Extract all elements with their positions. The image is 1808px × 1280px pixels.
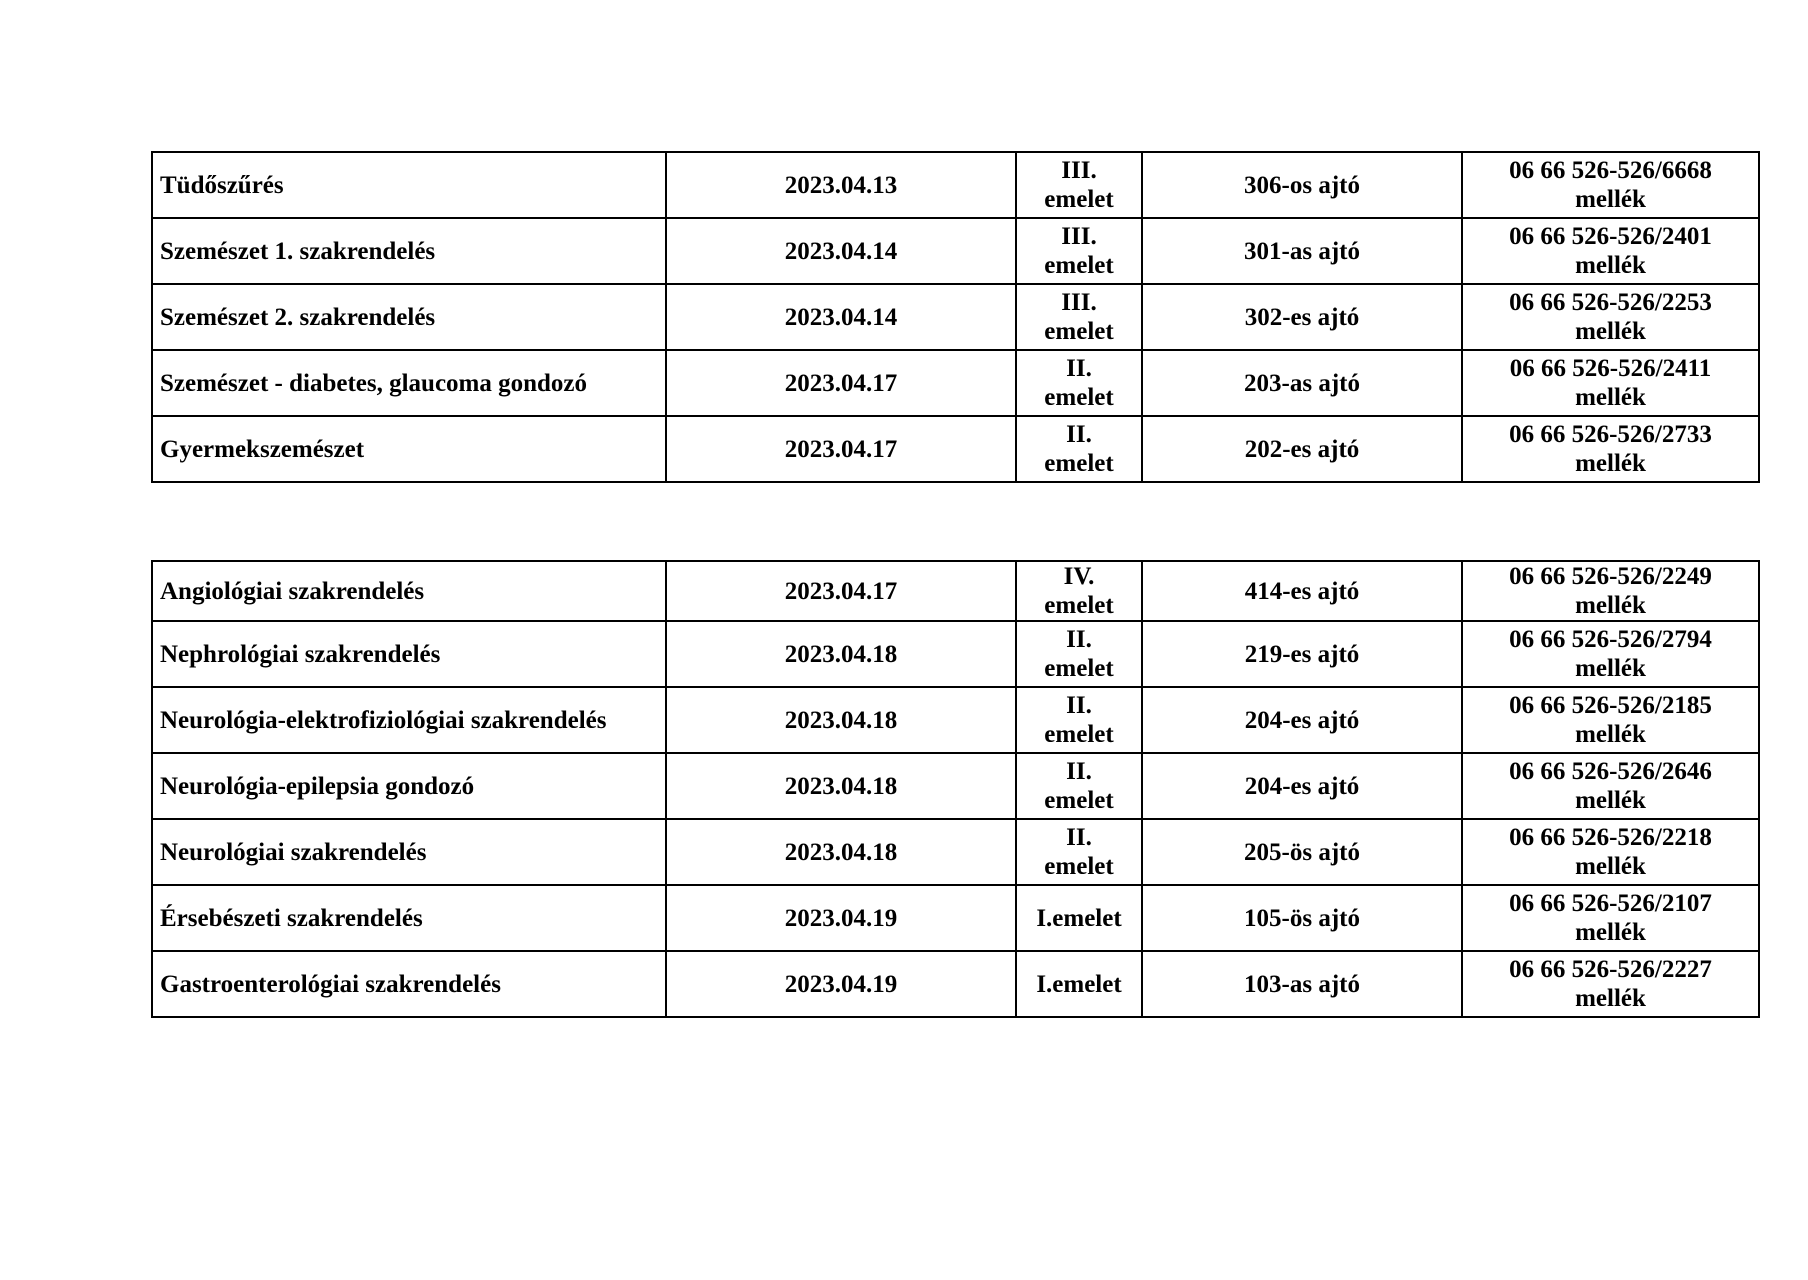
date-cell: 2023.04.17 <box>666 350 1016 416</box>
service-name-cell: Nephrológiai szakrendelés <box>152 621 666 687</box>
room-cell: 204-es ajtó <box>1142 753 1462 819</box>
date-cell: 2023.04.17 <box>666 561 1016 621</box>
floor-cell <box>1016 218 1142 284</box>
phone-number: 06 66 526-526/2646 <box>1509 758 1712 785</box>
room-cell: 205-ös ajtó <box>1142 819 1462 885</box>
table-row <box>152 350 1759 416</box>
floor-text: II. emelet <box>1044 355 1114 411</box>
phone-cell <box>1462 885 1759 951</box>
phone-number: 06 66 526-526/2218 <box>1509 824 1712 851</box>
date-cell: 2023.04.18 <box>666 687 1016 753</box>
phone-extension-label: mellék <box>1575 318 1646 345</box>
service-name-cell: Szemészet 1. szakrendelés <box>152 218 666 284</box>
floor-cell <box>1016 152 1142 218</box>
date-cell: 2023.04.19 <box>666 951 1016 1017</box>
phone-extension-label: mellék <box>1575 787 1646 814</box>
floor-text: IV. emelet <box>1044 563 1114 619</box>
phone-cell <box>1462 152 1759 218</box>
floor-cell <box>1016 951 1142 1017</box>
date-cell: 2023.04.18 <box>666 819 1016 885</box>
service-name-cell: Szemészet 2. szakrendelés <box>152 284 666 350</box>
phone-extension-label: mellék <box>1575 853 1646 880</box>
phone-cell <box>1462 218 1759 284</box>
floor-text: I.emelet <box>1036 970 1122 998</box>
floor-text: III. emelet <box>1044 289 1114 345</box>
floor-cell <box>1016 416 1142 482</box>
table-row <box>152 561 1759 621</box>
schedule-table-1 <box>151 151 1760 483</box>
phone-cell <box>1462 416 1759 482</box>
table-row <box>152 819 1759 885</box>
phone-cell <box>1462 621 1759 687</box>
service-name-cell: Neurológia-epilepsia gondozó <box>152 753 666 819</box>
service-name-cell: Neurológia-elektrofiziológiai szakrendelés <box>152 687 666 753</box>
room-cell: 306-os ajtó <box>1142 152 1462 218</box>
schedule-table-2 <box>151 560 1760 1018</box>
date-cell: 2023.04.18 <box>666 621 1016 687</box>
room-cell: 105-ös ajtó <box>1142 885 1462 951</box>
floor-text: II. emelet <box>1044 421 1114 477</box>
phone-number: 06 66 526-526/2794 <box>1509 626 1712 653</box>
floor-cell <box>1016 753 1142 819</box>
schedule-table-1-body <box>152 152 1759 482</box>
floor-text: II. emelet <box>1044 758 1114 814</box>
phone-number: 06 66 526-526/2733 <box>1509 421 1712 448</box>
date-cell: 2023.04.17 <box>666 416 1016 482</box>
date-cell: 2023.04.14 <box>666 284 1016 350</box>
table-row <box>152 152 1759 218</box>
phone-extension-label: mellék <box>1575 919 1646 946</box>
table-row <box>152 621 1759 687</box>
service-name-cell: Gastroenterológiai szakrendelés <box>152 951 666 1017</box>
date-cell: 2023.04.13 <box>666 152 1016 218</box>
service-name-cell: Szemészet - diabetes, glaucoma gondozó <box>152 350 666 416</box>
phone-extension-label: mellék <box>1575 985 1646 1012</box>
phone-number: 06 66 526-526/2411 <box>1509 355 1712 382</box>
room-cell: 219-es ajtó <box>1142 621 1462 687</box>
phone-cell <box>1462 819 1759 885</box>
phone-number: 06 66 526-526/2401 <box>1509 223 1712 250</box>
floor-text: II. emelet <box>1044 692 1114 748</box>
floor-cell <box>1016 561 1142 621</box>
schedule-table-2-body <box>152 561 1759 1017</box>
room-cell: 204-es ajtó <box>1142 687 1462 753</box>
floor-cell <box>1016 350 1142 416</box>
phone-number: 06 66 526-526/2185 <box>1509 692 1712 719</box>
phone-number: 06 66 526-526/2227 <box>1509 956 1712 983</box>
room-cell: 302-es ajtó <box>1142 284 1462 350</box>
floor-text: III. emelet <box>1044 223 1114 279</box>
table-row <box>152 218 1759 284</box>
service-name-cell: Neurológiai szakrendelés <box>152 819 666 885</box>
floor-text: II. emelet <box>1044 626 1114 682</box>
service-name-cell: Érsebészeti szakrendelés <box>152 885 666 951</box>
floor-cell <box>1016 885 1142 951</box>
phone-cell <box>1462 951 1759 1017</box>
service-name-cell: Gyermekszemészet <box>152 416 666 482</box>
phone-extension-label: mellék <box>1575 721 1646 748</box>
floor-text: II. emelet <box>1044 824 1114 880</box>
service-name-cell: Tüdőszűrés <box>152 152 666 218</box>
phone-extension-label: mellék <box>1575 655 1646 682</box>
phone-cell <box>1462 753 1759 819</box>
room-cell: 202-es ajtó <box>1142 416 1462 482</box>
phone-cell <box>1462 284 1759 350</box>
phone-extension-label: mellék <box>1575 186 1646 213</box>
phone-number: 06 66 526-526/6668 <box>1509 157 1712 184</box>
phone-number: 06 66 526-526/2253 <box>1509 289 1712 316</box>
date-cell: 2023.04.14 <box>666 218 1016 284</box>
room-cell: 301-as ajtó <box>1142 218 1462 284</box>
room-cell: 103-as ajtó <box>1142 951 1462 1017</box>
phone-number: 06 66 526-526/2249 <box>1509 563 1712 590</box>
date-cell: 2023.04.19 <box>666 885 1016 951</box>
floor-cell <box>1016 819 1142 885</box>
room-cell: 414-es ajtó <box>1142 561 1462 621</box>
phone-extension-label: mellék <box>1575 252 1646 279</box>
phone-extension-label: mellék <box>1575 384 1646 411</box>
date-cell: 2023.04.18 <box>666 753 1016 819</box>
table-row <box>152 416 1759 482</box>
phone-number: 06 66 526-526/2107 <box>1509 890 1712 917</box>
phone-cell <box>1462 561 1759 621</box>
table-row <box>152 753 1759 819</box>
phone-extension-label: mellék <box>1575 450 1646 477</box>
floor-text: I.emelet <box>1036 904 1122 932</box>
phone-cell <box>1462 350 1759 416</box>
floor-cell <box>1016 621 1142 687</box>
table-row <box>152 885 1759 951</box>
table-row <box>152 284 1759 350</box>
table-row <box>152 687 1759 753</box>
phone-extension-label: mellék <box>1575 592 1646 619</box>
service-name-cell: Angiológiai szakrendelés <box>152 561 666 621</box>
table-row <box>152 951 1759 1017</box>
floor-text: III. emelet <box>1044 157 1114 213</box>
floor-cell <box>1016 687 1142 753</box>
floor-cell <box>1016 284 1142 350</box>
room-cell: 203-as ajtó <box>1142 350 1462 416</box>
phone-cell <box>1462 687 1759 753</box>
